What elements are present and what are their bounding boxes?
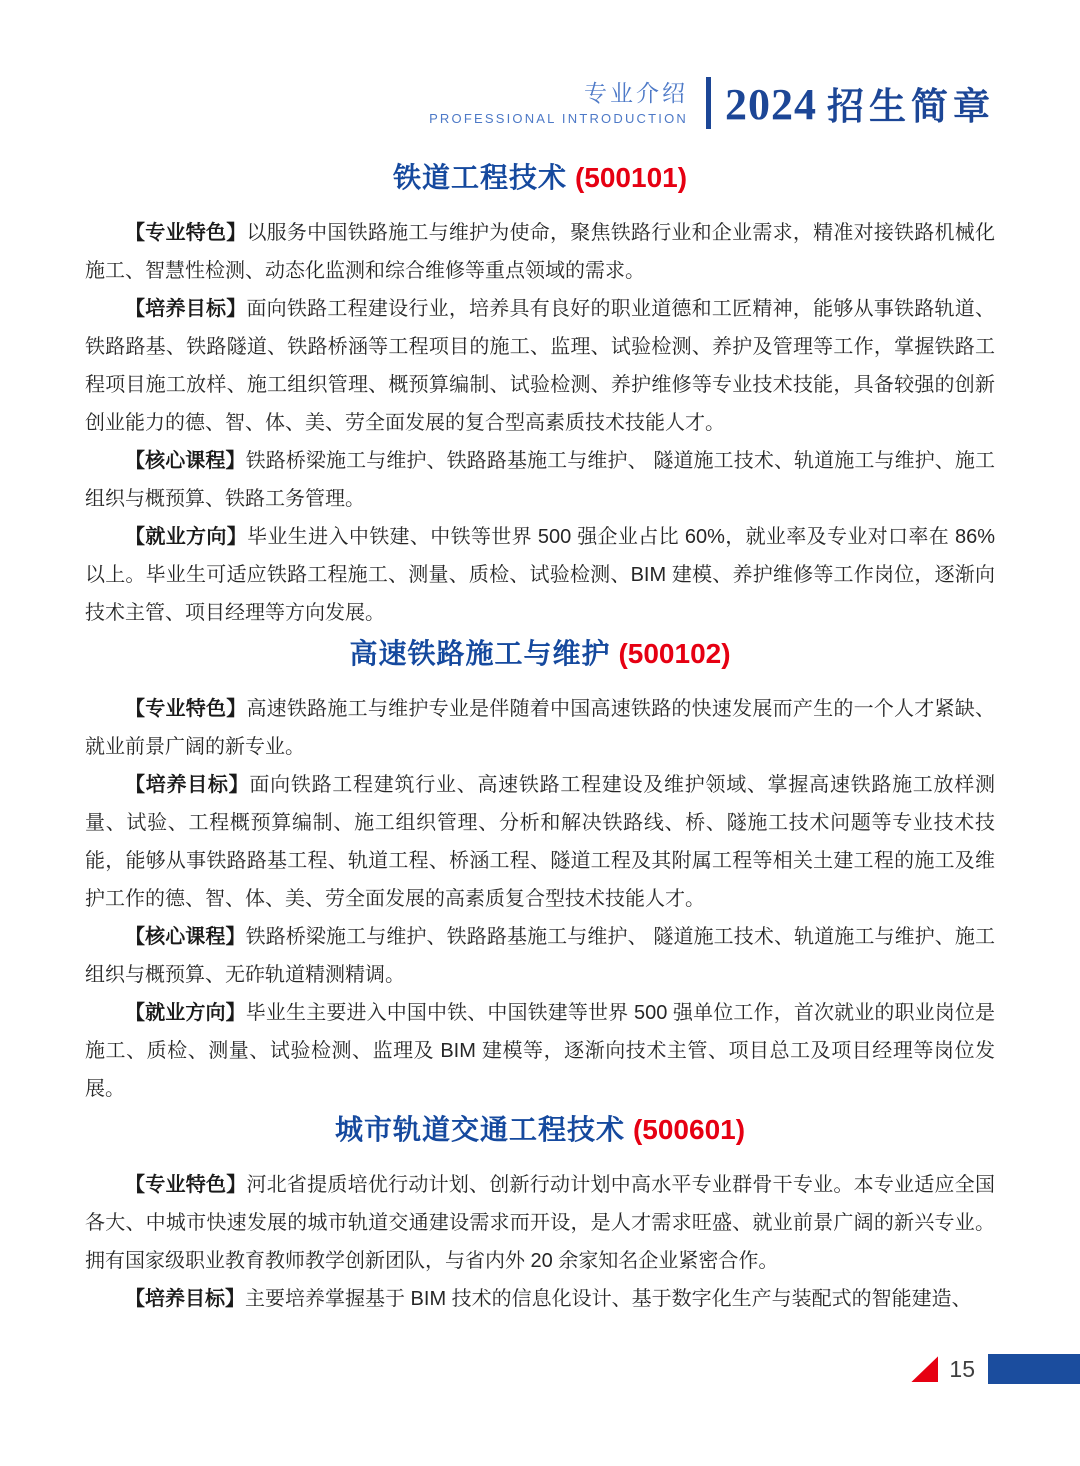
- page-header: [0, 0, 1080, 130]
- section-title: [85, 1108, 995, 1148]
- section-code: (500101): [574, 162, 688, 193]
- section-title: [85, 156, 995, 196]
- header-section-cn: 专业介绍: [584, 80, 688, 107]
- page-number: 15: [949, 1355, 975, 1382]
- paragraph-label: 【核心课程】: [125, 450, 246, 472]
- paragraph-label: 【核心课程】: [125, 926, 246, 948]
- section-railway-engineering: [85, 156, 995, 632]
- paragraph-text: 铁路桥梁施工与维护、铁路路基施工与维护、 隧道施工技术、轨道施工与维护、施工组织与概预算、无砟轨道精测精调。: [85, 926, 995, 986]
- paragraph-text: 毕业生进入中铁建、中铁等世界 500 强企业占比 60%，就业率及专业对口率在 86% 以上。毕业生可适应铁路工程施工、测量、质检、试验检测、BIM 建模、养护维修等工作岗位，逐渐向技术主管、项目经理等方向发展。: [85, 526, 996, 624]
- section-code: (500601): [632, 1114, 746, 1145]
- page-footer: [911, 1354, 1080, 1384]
- paragraph-features: [85, 214, 995, 290]
- red-triangle-icon: [911, 1356, 938, 1382]
- paragraph-core-courses: [85, 918, 995, 994]
- paragraph-label: 【就业方向】: [125, 1002, 246, 1024]
- section-urban-rail-transit: [85, 1108, 995, 1318]
- header-brochure-title: [725, 76, 995, 130]
- paragraph-features: [85, 1166, 995, 1280]
- paragraph-text: 毕业生主要进入中国中铁、中国铁建等世界 500 强单位工作，首次就业的职业岗位是施工、质检、测量、试验检测、监理及 BIM 建模等，逐渐向技术主管、项目总工及项目经理等岗位发展。: [85, 1002, 996, 1100]
- paragraph-text: 面向铁路工程建筑行业、高速铁路工程建设及维护领域、掌握高速铁路施工放样测量、试验、工程概预算编制、施工组织管理、分析和解决铁路线、桥、隧施工技术问题等专业技术技能，能够从事铁路路基工程、轨道工程、桥涵工程、隧道工程及其附属工程等相关土建工程的施工及维护工作的德、智、体、美、劳全面发展的高素质复合型技术技能人才。: [85, 774, 995, 910]
- header-section-en: PROFESSIONAL INTRODUCTION: [429, 110, 688, 126]
- paragraph-text: 面向铁路工程建设行业，培养具有良好的职业道德和工匠精神，能够从事铁路轨道、铁路路基、铁路隧道、铁路桥涵等工程项目的施工、监理、试验检测、养护及管理等工作，掌握铁路工程项目施工放样、施工组织管理、概预算编制、试验检测、养护维修等专业技术技能，具备较强的创新创业能力的德、智、体、美、劳全面发展的复合型高素质技术技能人才。: [85, 298, 996, 434]
- section-title: [85, 632, 995, 672]
- paragraph-text: 河北省提质培优行动计划、创新行动计划中高水平专业群骨干专业。本专业适应全国各大、中城市快速发展的城市轨道交通建设需求而开设，是人才需求旺盛、就业前景广阔的新兴专业。拥有国家级职业教育教师教学创新团队，与省内外 20 余家知名企业紧密合作。: [85, 1174, 996, 1272]
- paragraph-label: 【专业特色】: [125, 698, 247, 720]
- paragraph-employment: [85, 518, 995, 632]
- paragraph-employment: [85, 994, 995, 1108]
- paragraph-core-courses: [85, 442, 995, 518]
- paragraph-label: 【培养目标】: [125, 774, 250, 796]
- section-code: (500102): [618, 638, 731, 669]
- header-year: 2024: [725, 80, 817, 129]
- header-divider: [706, 77, 711, 129]
- header-brochure-name: 招生简章: [827, 86, 995, 127]
- paragraph-objectives: [85, 766, 995, 918]
- paragraph-label: 【专业特色】: [125, 222, 247, 244]
- section-highspeed-rail: [85, 632, 995, 1108]
- section-title-text: 铁道工程技术: [392, 162, 567, 193]
- paragraph-label: 【就业方向】: [125, 526, 248, 548]
- paragraph-text: 铁路桥梁施工与维护、铁路路基施工与维护、 隧道施工技术、轨道施工与维护、施工组织与概预算、铁路工务管理。: [85, 450, 995, 510]
- paragraph-text: 主要培养掌握基于 BIM 技术的信息化设计、基于数字化生产与装配式的智能建造、: [245, 1288, 972, 1310]
- paragraph-text: 以服务中国铁路施工与维护为使命，聚焦铁路行业和企业需求，精准对接铁路机械化施工、智慧性检测、动态化监测和综合维修等重点领域的需求。: [85, 222, 996, 282]
- page-content: [0, 156, 1080, 1318]
- paragraph-features: [85, 690, 995, 766]
- paragraph-objectives: [85, 290, 995, 442]
- section-title-text: 高速铁路施工与维护: [349, 638, 611, 669]
- footer-blue-bar: [988, 1354, 1080, 1384]
- paragraph-label: 【培养目标】: [125, 1288, 245, 1310]
- section-title-text: 城市轨道交通工程技术: [334, 1114, 625, 1145]
- header-section-label: [429, 80, 688, 126]
- paragraph-objectives: [85, 1280, 995, 1318]
- paragraph-label: 【专业特色】: [125, 1174, 247, 1196]
- paragraph-text: 高速铁路施工与维护专业是伴随着中国高速铁路的快速发展而产生的一个人才紧缺、就业前景广阔的新专业。: [85, 698, 996, 758]
- paragraph-label: 【培养目标】: [125, 298, 247, 320]
